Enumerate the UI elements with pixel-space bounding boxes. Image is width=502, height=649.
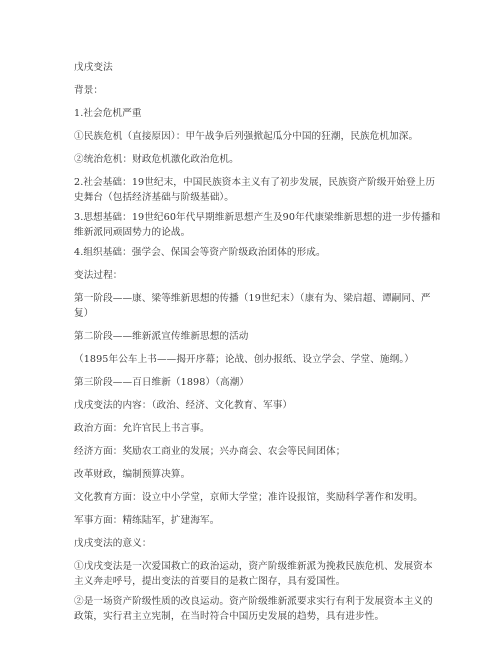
paragraph-14: 文化教育方面：设立中小学堂，京师大学堂；准许设报馆，奖励科学著作和发明。 [74,492,423,503]
section-heading-significance: 戊戌变法的意义： [74,538,152,549]
paragraph-9: （1895年公车上书——揭开序幕；论战、创办报纸、设立学会、学堂、施纲。） [74,354,414,365]
paragraph-11: 政治方面：允许官民上书言事。 [74,423,210,434]
paragraph-4: 2.社会基础：19世纪末，中国民族资本主义有了初步发展，民族资产阶级开始登上历史舞台（包括经济基础与阶级基础）。 [74,177,436,203]
paragraph-12: 经济方面：奖励农工商业的发展；兴办商会、农会等民间团体； [74,446,346,457]
paragraph-13: 改革财政，编制预算决算。 [74,469,191,480]
paragraph-8: 第二阶段——维新派宣传维新思想的活动 [74,331,249,342]
paragraph-17: ②是一场资产阶级性质的改良运动。资产阶级维新派要求实行有利于发展资本主义的政策，实行君主立宪制，在当时符合中国历史发展的趋势，具有进步性。 [74,596,433,622]
document-title: 戊戌变法 [74,62,113,73]
paragraph-1: 1.社会危机严重 [74,108,142,119]
section-heading-background: 背景： [74,85,104,96]
paragraph-16: ①戊戌变法是一次爱国救亡的政治运动，资产阶级维新派为挽救民族危机、发展资本主义奔走呼号，提出变法的首要目的是救亡图存，具有爱国性。 [74,561,433,587]
paragraph-15: 军事方面：精练陆军，扩建海军。 [74,515,220,526]
section-heading-process: 变法过程： [74,270,123,281]
paragraph-7: 第一阶段——康、梁等维新思想的传播（19世纪末）（康有为、梁启超、谭嗣同、严复） [74,293,431,319]
paragraph-3: ②统治危机：财政危机激化政治危机。 [74,154,239,165]
paragraph-10: 第三阶段——百日维新（1898）（高潮） [74,377,250,388]
section-heading-content: 戊戌变法的内容：（政治、经济、文化教育、军事） [74,400,293,411]
paragraph-6: 4.组织基础：强学会、保国会等资产阶级政治团体的形成。 [74,247,326,258]
paragraph-2: ①民族危机（直接原因）：甲午战争后列强掀起瓜分中国的狂潮，民族危机加深。 [74,131,419,142]
paragraph-5: 3.思想基础：19世纪60年代早期维新思想产生及90年代康梁维新思想的进一步传播和维新派同顽固势力的论战。 [74,212,441,238]
